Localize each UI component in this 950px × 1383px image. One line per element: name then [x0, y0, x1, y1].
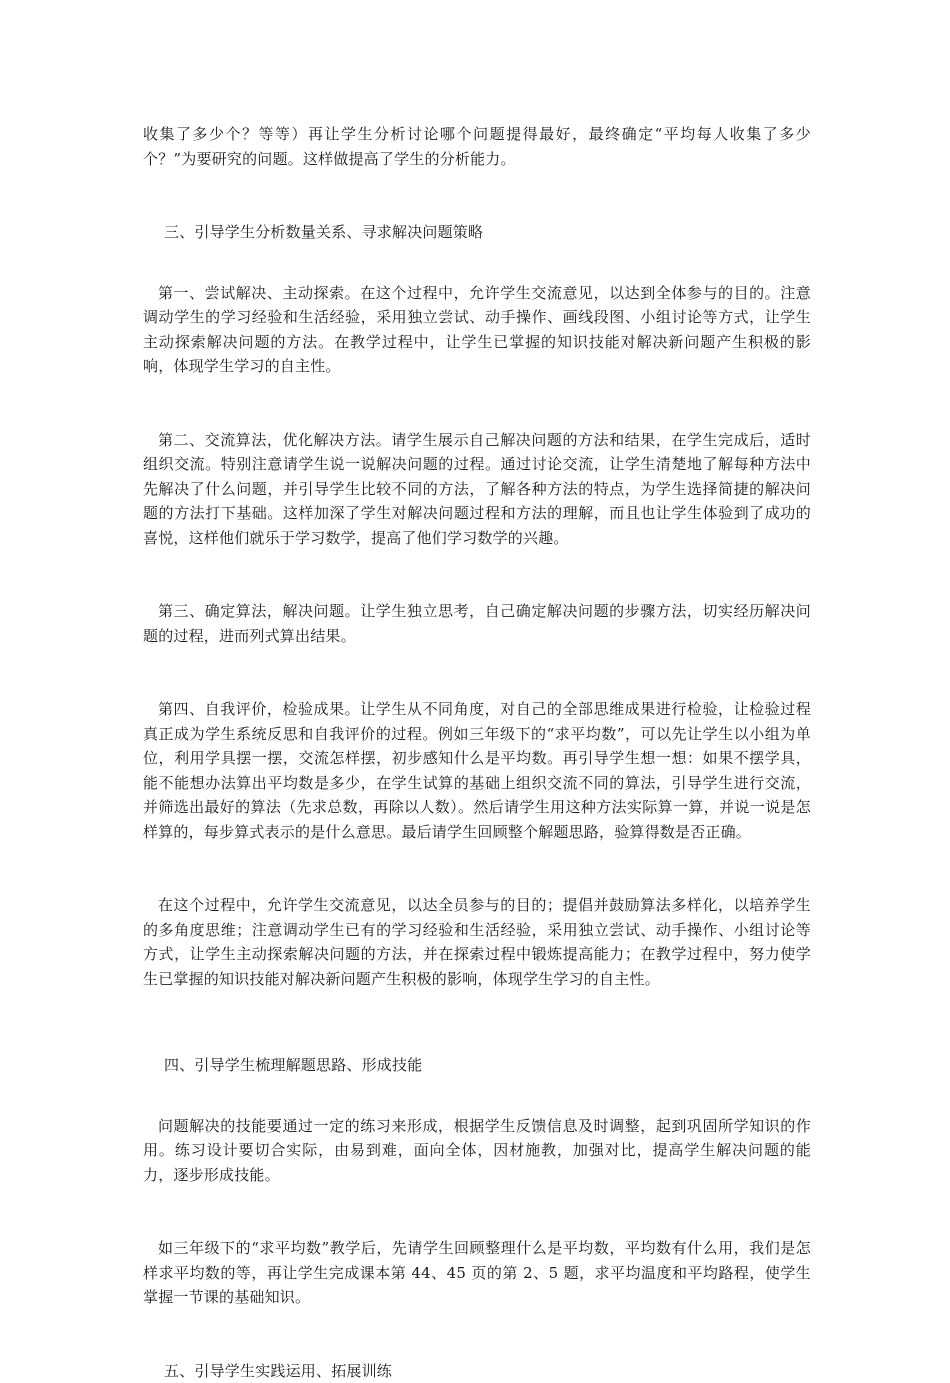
- summary-paragraph: 在这个过程中，允许学生交流意见，以达全员参与的目的；提倡并鼓励算法多样化，以培养学生的多角度思维；注意调动学生已有的学习经验和生活经验，采用独立尝试、动手操作、小组讨论等方式，让学生主动探索解决问题的方法，并在探索过程中锻炼提高能力；在教学过程中，努力使学生已掌握的知识技能对解决新问题产生积极的影响，体现学生学习的自主性。: [143, 893, 811, 991]
- section-4-heading: 四、引导学生梳理解题思路、形成技能: [143, 1053, 811, 1078]
- step-2-paragraph: 第二、交流算法，优化解决方法。请学生展示自己解决问题的方法和结果，在学生完成后，适时组织交流。特别注意请学生说一说解决问题的过程。通过讨论交流，让学生清楚地了解每种方法中先解决了什么问题，并引导学生比较不同的方法，了解各种方法的特点，为学生选择简捷的解决问题的方法打下基础。这样加深了学生对解决问题过程和方法的理解，而且也让学生体验到了成功的喜悦，这样他们就乐于学习数学，提高了他们学习数学的兴趣。: [143, 428, 811, 551]
- section-3-heading: 三、引导学生分析数量关系、寻求解决问题策略: [143, 220, 811, 245]
- section-5-heading: 五、引导学生实践运用、拓展训练: [143, 1359, 811, 1383]
- step-1-paragraph: 第一、尝试解决、主动探索。在这个过程中，允许学生交流意见，以达到全体参与的目的。注意调动学生的学习经验和生活经验，采用独立尝试、动手操作、画线段图、小组讨论等方式，让学生主动探索解决问题的方法。在教学过程中，让学生已掌握的知识技能对解决新问题产生积极的影响，体现学生学习的自主性。: [143, 281, 811, 379]
- step-4-paragraph: 第四、自我评价，检验成果。让学生从不同角度，对自己的全部思维成果进行检验，让检验过程真正成为学生系统反思和自我评价的过程。例如三年级下的“求平均数”，可以先让学生以小组为单位，利用学具摆一摆，交流怎样摆，初步感知什么是平均数。再引导学生想一想：如果不摆学具，能不能想办法算出平均数是多少，在学生试算的基础上组织交流不同的算法，引导学生进行交流，并筛选出最好的算法（先求总数，再除以人数）。然后请学生用这种方法实际算一算，并说一说是怎样算的，每步算式表示的是什么意思。最后请学生回顾整个解题思路，验算得数是否正确。: [143, 697, 811, 844]
- section-4-paragraph-1: 问题解决的技能要通过一定的练习来形成，根据学生反馈信息及时调整，起到巩固所学知识的作用。练习设计要切合实际，由易到难，面向全体，因材施教，加强对比，提高学生解决问题的能力，逐步形成技能。: [143, 1114, 811, 1188]
- intro-paragraph: 收集了多少个？等等）再让学生分析讨论哪个问题提得最好，最终确定“平均每人收集了多少个？”为要研究的问题。这样做提高了学生的分析能力。: [143, 122, 811, 171]
- section-4-paragraph-2: 如三年级下的“求平均数”教学后，先请学生回顾整理什么是平均数，平均数有什么用，我们是怎样求平均数的等，再让学生完成课本第 44、45 页的第 2、5 题，求平均温度和平均路程，使学生掌握一节课的基础知识。: [143, 1236, 811, 1310]
- step-3-paragraph: 第三、确定算法，解决问题。让学生独立思考，自己确定解决问题的步骤方法，切实经历解决问题的过程，进而列式算出结果。: [143, 599, 811, 648]
- document-page: [143, 122, 811, 1383]
